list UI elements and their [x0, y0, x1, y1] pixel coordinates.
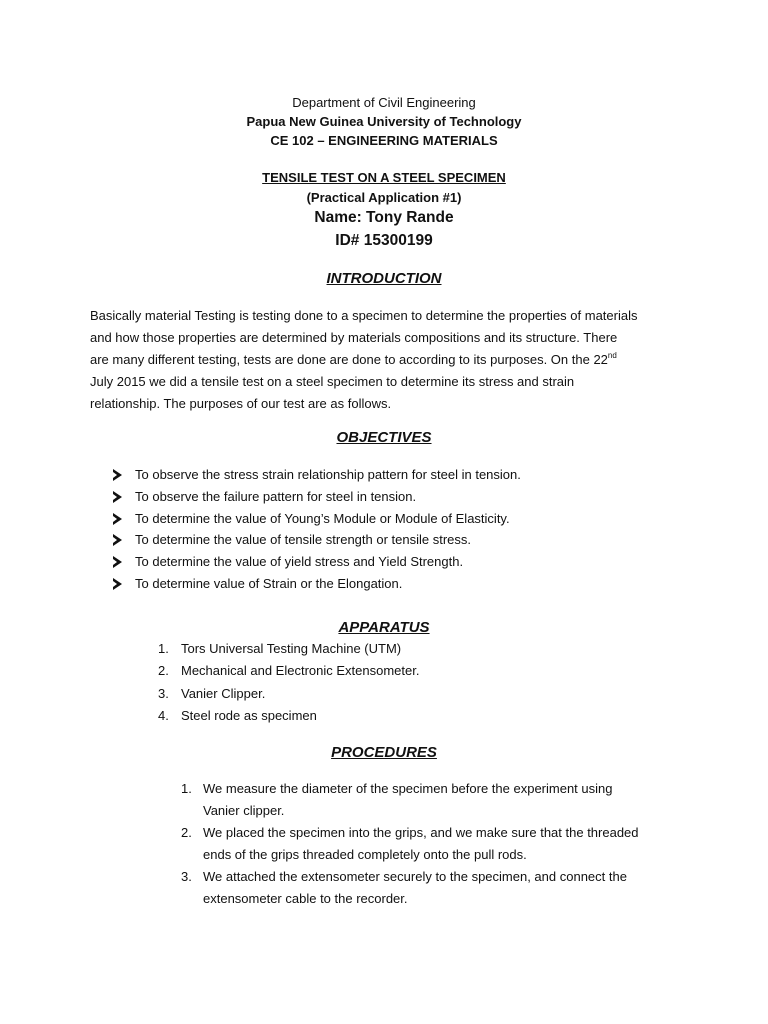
- list-item: [158, 705, 419, 727]
- list-item: [113, 464, 521, 486]
- intro-line: Basically material Testing is testing done to a specimen to determine the properties of materials: [90, 308, 638, 323]
- procedure-line: Vanier clipper.: [203, 803, 285, 818]
- university-line: Papua New Guinea University of Technology: [246, 114, 522, 129]
- apparatus-text: Vanier Clipper.: [181, 685, 266, 701]
- objective-text: To determine value of Strain or the Elongation.: [135, 575, 403, 591]
- list-item: [113, 573, 521, 595]
- item-number: 1.: [158, 641, 169, 656]
- objective-text: To observe the failure pattern for steel in tension.: [135, 488, 417, 504]
- objective-text: To observe the stress strain relationship pattern for steel in tension.: [135, 467, 521, 482]
- introduction-heading: INTRODUCTION: [326, 270, 442, 287]
- list-item: [113, 529, 521, 551]
- item-number: 4.: [158, 707, 169, 723]
- procedures-list: [181, 778, 639, 910]
- procedure-line: ends of the grips threaded completely onto the pull rods.: [203, 847, 527, 862]
- objectives-heading: OBJECTIVES: [336, 429, 432, 446]
- intro-line-text: are many different testing, tests are done are done to according to its purposes. On the 22: [90, 352, 608, 367]
- apparatus-heading: APPARATUS: [338, 619, 430, 636]
- arrow-bullet-icon: [113, 534, 122, 546]
- intro-line: [90, 349, 690, 371]
- item-number: 3.: [181, 869, 192, 884]
- ordinal-suffix: nd: [607, 351, 617, 360]
- objective-text: To determine the value of Young’s Module or Module of Elasticity.: [135, 510, 510, 526]
- item-number: 2.: [181, 825, 192, 840]
- apparatus-text: Steel rode as specimen: [181, 707, 317, 723]
- objective-text: To determine the value of yield stress and Yield Strength.: [135, 554, 464, 570]
- arrow-bullet-icon: [113, 491, 122, 503]
- list-item: [181, 866, 639, 910]
- course-line: CE 102 – ENGINEERING MATERIALS: [270, 133, 498, 148]
- arrow-bullet-icon: [113, 513, 122, 525]
- procedure-line: extensometer cable to the recorder.: [203, 891, 408, 906]
- list-item: [158, 638, 419, 660]
- list-item: [113, 551, 521, 573]
- apparatus-text: Mechanical and Electronic Extensometer.: [181, 663, 420, 679]
- list-item: [158, 660, 419, 682]
- item-number: 1.: [181, 781, 192, 796]
- arrow-bullet-icon: [113, 578, 122, 590]
- objectives-list: [113, 464, 521, 595]
- item-number: 2.: [158, 663, 169, 679]
- department-line: Department of Civil Engineering: [292, 95, 476, 110]
- intro-line: and how those properties are determined by materials compositions and its structure. There: [90, 330, 618, 345]
- procedures-heading: PROCEDURES: [331, 744, 437, 761]
- list-item: [113, 486, 521, 508]
- intro-line: relationship. The purposes of our test are as follows.: [90, 396, 392, 411]
- apparatus-list: [158, 638, 419, 727]
- student-name: Name: Tony Rande: [314, 209, 454, 226]
- practical-line: (Practical Application #1): [306, 190, 462, 205]
- list-item: [113, 508, 521, 530]
- report-title: TENSILE TEST ON A STEEL SPECIMEN: [262, 170, 506, 185]
- procedure-line: We attached the extensometer securely to the specimen, and connect the: [203, 869, 627, 884]
- procedure-line: We placed the specimen into the grips, and we make sure that the threaded: [203, 825, 639, 840]
- objective-text: To determine the value of tensile strength or tensile stress.: [135, 532, 472, 548]
- student-id: ID# 15300199: [335, 232, 433, 249]
- procedure-line: We measure the diameter of the specimen before the experiment using: [203, 781, 613, 796]
- apparatus-text: Tors Universal Testing Machine (UTM): [181, 641, 402, 656]
- list-item: [181, 822, 639, 866]
- list-item: [181, 778, 639, 822]
- arrow-bullet-icon: [113, 556, 122, 568]
- list-item: [158, 683, 419, 705]
- arrow-bullet-icon: [113, 469, 122, 481]
- intro-line: July 2015 we did a tensile test on a steel specimen to determine its stress and strain: [90, 374, 575, 389]
- item-number: 3.: [158, 685, 169, 701]
- introduction-paragraph: [90, 305, 690, 415]
